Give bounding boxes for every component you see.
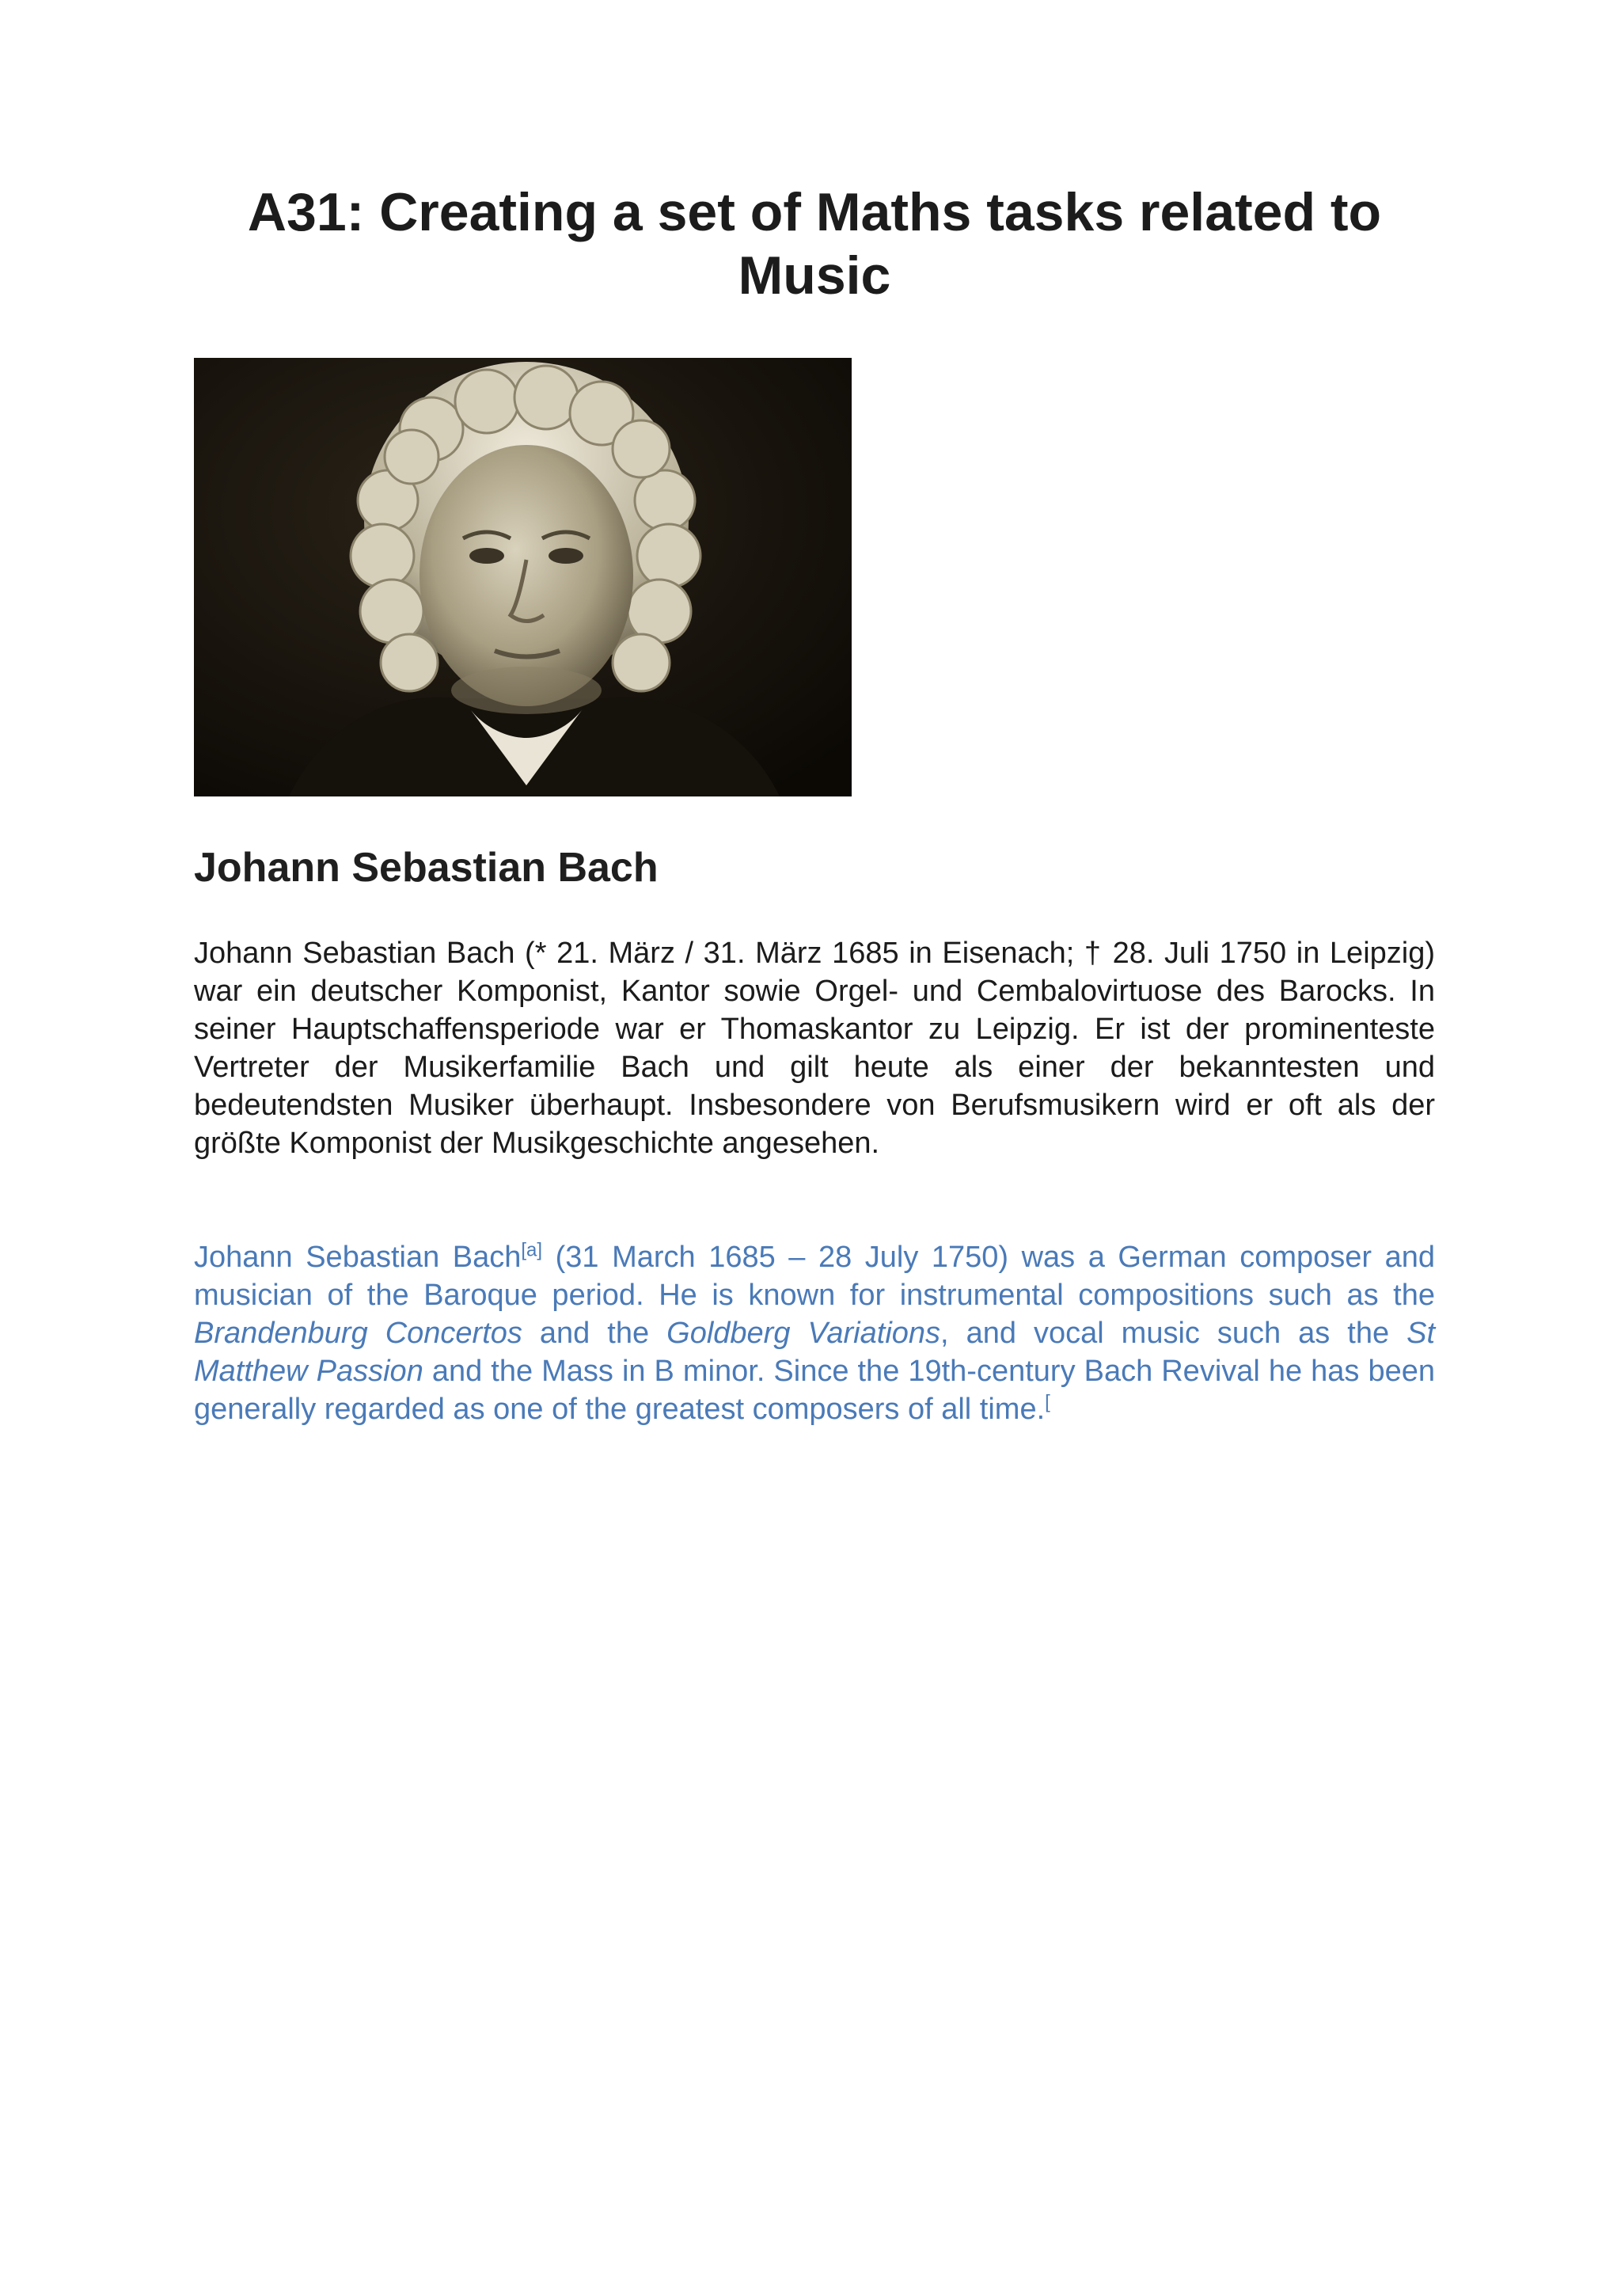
english-text: , and vocal music such as the	[940, 1317, 1407, 1350]
work-title-link[interactable]: Goldberg Variations	[666, 1317, 941, 1350]
english-text: Johann Sebastian Bach	[194, 1241, 522, 1274]
german-paragraph: Johann Sebastian Bach (* 21. März / 31. März 1685 in Eisenach; † 28. Juli 1750 in Leipzig) war ein deutscher Komponist, Kantor sowie Orgel- und Cembalovirtuose des Barocks. In seiner Hauptschaffensperiode war er Thomaskantor zu Leipzig. Er ist der prominenteste Vertreter der Musikerfamilie Bach und gilt heute als einer der bekanntesten und bedeutendsten Musiker überhaupt. Insbesondere von Berufsmusikern wird er oft als der größte Komponist der Musikgeschichte angesehen.	[194, 937, 1435, 1160]
footnote-link[interactable]: [a]	[521, 1239, 543, 1261]
document-title: A31: Creating a set of Maths tasks related to Music	[247, 182, 1382, 306]
trailing-footnote-mark[interactable]: [	[1045, 1391, 1050, 1413]
english-text: (31 March 1685 – 28 July 1750) was a German composer and musician of the Baroque period. He is known for instrumental compositions such as the	[194, 1241, 1435, 1312]
english-text: and the Mass in B minor. Since the 19th-century Bach Revival he has been generally regarded as one of the greatest composers of all time.	[194, 1355, 1435, 1426]
work-title-link[interactable]: St Matthew Passion	[194, 1317, 1436, 1388]
work-title-link[interactable]: Brandenburg Concertos	[194, 1317, 522, 1350]
section-heading: Johann Sebastian Bach	[194, 845, 659, 891]
english-text: and the	[522, 1317, 667, 1350]
portrait-of-bach-icon	[194, 358, 852, 796]
english-paragraph	[194, 1238, 1435, 1428]
bach-portrait-image	[194, 358, 852, 796]
